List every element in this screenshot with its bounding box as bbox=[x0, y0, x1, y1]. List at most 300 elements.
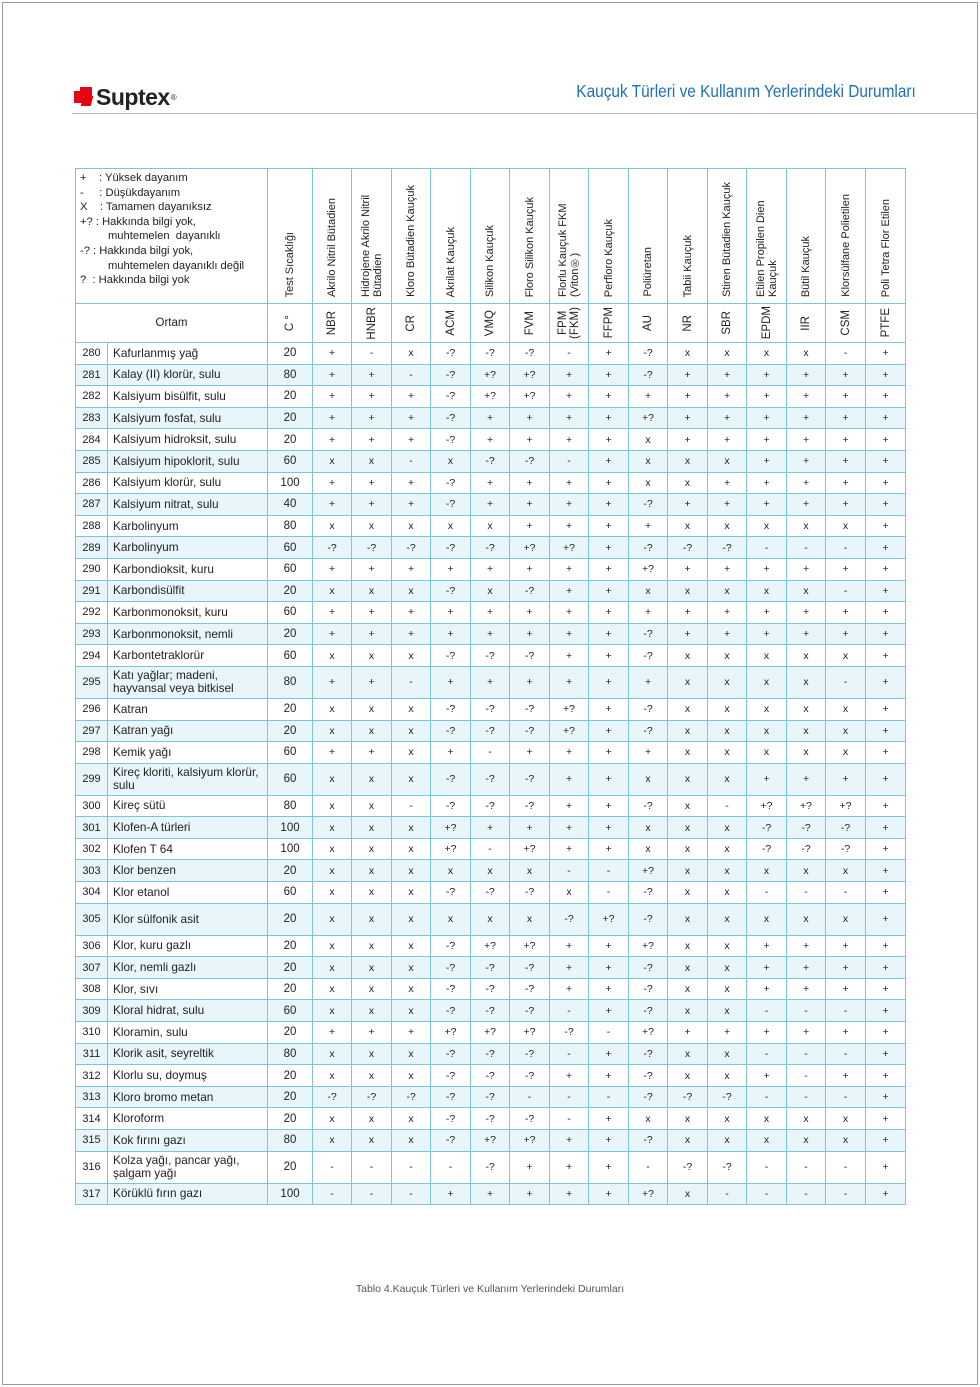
resistance-value: + bbox=[826, 450, 866, 472]
resistance-value: + bbox=[866, 903, 906, 935]
resistance-value: + bbox=[708, 494, 747, 516]
resistance-value: - bbox=[392, 364, 431, 386]
resistance-value: x bbox=[313, 698, 352, 720]
resistance-value: + bbox=[510, 407, 550, 429]
resistance-value: +? bbox=[431, 838, 471, 860]
resistance-value: -? bbox=[471, 1108, 510, 1130]
resistance-value: + bbox=[787, 623, 826, 645]
resistance-value: -? bbox=[471, 795, 510, 817]
resistance-value: -? bbox=[510, 1065, 550, 1087]
resistance-value: x bbox=[629, 580, 668, 602]
resistance-value: x bbox=[392, 742, 431, 764]
resistance-value: + bbox=[826, 1065, 866, 1087]
resistance-value: x bbox=[747, 343, 787, 365]
resistance-value: -? bbox=[629, 720, 668, 742]
resistance-value: +? bbox=[510, 537, 550, 559]
resistance-value: + bbox=[866, 645, 906, 667]
resistance-value: -? bbox=[629, 957, 668, 979]
table-row bbox=[76, 645, 906, 667]
resistance-value: + bbox=[708, 623, 747, 645]
resistance-value: x bbox=[313, 450, 352, 472]
resistance-value: + bbox=[471, 623, 510, 645]
table-row bbox=[76, 343, 906, 365]
resistance-value: + bbox=[668, 429, 708, 451]
table-row bbox=[76, 1086, 906, 1108]
temp-unit-header bbox=[268, 304, 313, 343]
table-row bbox=[76, 720, 906, 742]
table-row bbox=[76, 407, 906, 429]
resistance-value: x bbox=[668, 1183, 708, 1205]
row-number: 280 bbox=[76, 343, 108, 365]
row-number: 304 bbox=[76, 882, 108, 904]
resistance-value: + bbox=[668, 386, 708, 408]
resistance-value: -? bbox=[668, 1151, 708, 1183]
table-row bbox=[76, 1000, 906, 1022]
row-number: 287 bbox=[76, 494, 108, 516]
resistance-value: + bbox=[866, 860, 906, 882]
test-temperature: 80 bbox=[268, 795, 313, 817]
resistance-value: - bbox=[826, 343, 866, 365]
resistance-value: + bbox=[826, 364, 866, 386]
resistance-value: + bbox=[866, 602, 906, 624]
material-abbr: ACM bbox=[444, 310, 457, 336]
legend-line: ? : Hakkında bilgi yok bbox=[80, 274, 190, 287]
table-row bbox=[76, 882, 906, 904]
resistance-value: -? bbox=[629, 978, 668, 1000]
material-abbr-header bbox=[708, 304, 747, 343]
resistance-value: + bbox=[787, 364, 826, 386]
resistance-value: x bbox=[826, 860, 866, 882]
resistance-value: + bbox=[431, 742, 471, 764]
resistance-value: x bbox=[708, 1130, 747, 1152]
table-row bbox=[76, 580, 906, 602]
material-name: Etilen Propilen Dien Kauçuk bbox=[754, 200, 779, 297]
resistance-value: x bbox=[431, 860, 471, 882]
resistance-value: +? bbox=[431, 1022, 471, 1044]
resistance-value: x bbox=[826, 515, 866, 537]
resistance-value: +? bbox=[629, 1022, 668, 1044]
resistance-value: - bbox=[510, 1086, 550, 1108]
resistance-value: + bbox=[826, 763, 866, 795]
resistance-value: -? bbox=[431, 698, 471, 720]
row-number: 299 bbox=[76, 763, 108, 795]
resistance-value: x bbox=[352, 515, 392, 537]
resistance-value: + bbox=[787, 472, 826, 494]
table-row bbox=[76, 1108, 906, 1130]
resistance-value: + bbox=[313, 1022, 352, 1044]
resistance-value: + bbox=[747, 494, 787, 516]
resistance-value: + bbox=[392, 1022, 431, 1044]
resistance-value: x bbox=[668, 1130, 708, 1152]
resistance-value: -? bbox=[510, 882, 550, 904]
medium-name: Klofen T 64 bbox=[108, 838, 268, 860]
resistance-value: + bbox=[352, 429, 392, 451]
resistance-value: x bbox=[352, 817, 392, 839]
resistance-value: -? bbox=[313, 1086, 352, 1108]
resistance-value: + bbox=[352, 472, 392, 494]
resistance-value: +? bbox=[510, 386, 550, 408]
resistance-value: + bbox=[866, 742, 906, 764]
row-number: 303 bbox=[76, 860, 108, 882]
resistance-value: - bbox=[471, 742, 510, 764]
material-abbr-header bbox=[629, 304, 668, 343]
resistance-value: + bbox=[747, 1065, 787, 1087]
material-header bbox=[589, 169, 629, 304]
test-temperature: 80 bbox=[268, 515, 313, 537]
resistance-value: + bbox=[866, 1151, 906, 1183]
resistance-value: + bbox=[866, 720, 906, 742]
table-row bbox=[76, 838, 906, 860]
material-name: Florlu Kauçuk FKM (Viton®) bbox=[557, 203, 582, 297]
test-temperature: 60 bbox=[268, 742, 313, 764]
row-number: 314 bbox=[76, 1108, 108, 1130]
resistance-value: - bbox=[352, 1183, 392, 1205]
resistance-value: x bbox=[629, 472, 668, 494]
resistance-value: +? bbox=[787, 795, 826, 817]
resistance-value: -? bbox=[550, 1022, 589, 1044]
row-number: 317 bbox=[76, 1183, 108, 1205]
row-number: 307 bbox=[76, 957, 108, 979]
row-number: 308 bbox=[76, 978, 108, 1000]
resistance-value: x bbox=[392, 903, 431, 935]
resistance-value: + bbox=[550, 645, 589, 667]
resistance-value: + bbox=[392, 494, 431, 516]
medium-name: Kalay (II) klorür, sulu bbox=[108, 364, 268, 386]
resistance-value: + bbox=[550, 515, 589, 537]
resistance-value: -? bbox=[431, 795, 471, 817]
resistance-value: x bbox=[668, 978, 708, 1000]
medium-name: Klor, nemli gazlı bbox=[108, 957, 268, 979]
table-row bbox=[76, 602, 906, 624]
material-abbr: NBR bbox=[326, 310, 339, 336]
resistance-value: + bbox=[550, 1130, 589, 1152]
resistance-value: - bbox=[826, 1000, 866, 1022]
table-row bbox=[76, 558, 906, 580]
resistance-value: + bbox=[510, 742, 550, 764]
resistance-value: x bbox=[313, 1000, 352, 1022]
test-temperature: 20 bbox=[268, 1151, 313, 1183]
resistance-value: x bbox=[471, 860, 510, 882]
medium-name: Karbonmonoksit, kuru bbox=[108, 602, 268, 624]
resistance-value: + bbox=[589, 343, 629, 365]
material-name: Bütil Kauçuk bbox=[800, 235, 813, 297]
resistance-value: - bbox=[787, 537, 826, 559]
resistance-value: x bbox=[668, 860, 708, 882]
resistance-value: + bbox=[510, 602, 550, 624]
resistance-value: + bbox=[550, 978, 589, 1000]
resistance-value: x bbox=[392, 515, 431, 537]
material-abbr-header bbox=[747, 304, 787, 343]
legend-line: muhtemelen dayanıklı bbox=[80, 230, 221, 243]
resistance-value: - bbox=[708, 795, 747, 817]
resistance-value: + bbox=[866, 1130, 906, 1152]
material-name: Floro Silikon Kauçuk bbox=[523, 196, 536, 297]
resistance-value: - bbox=[826, 1183, 866, 1205]
resistance-value: + bbox=[313, 343, 352, 365]
resistance-value: + bbox=[550, 558, 589, 580]
resistance-value: + bbox=[708, 364, 747, 386]
resistance-value: -? bbox=[510, 450, 550, 472]
resistance-value: + bbox=[866, 407, 906, 429]
resistance-value: + bbox=[826, 602, 866, 624]
resistance-value: + bbox=[708, 472, 747, 494]
medium-name: Klor, sıvı bbox=[108, 978, 268, 1000]
resistance-value: x bbox=[392, 957, 431, 979]
resistance-value: x bbox=[787, 343, 826, 365]
medium-name: Karbondisülfit bbox=[108, 580, 268, 602]
resistance-value: - bbox=[629, 1151, 668, 1183]
resistance-value: + bbox=[866, 795, 906, 817]
resistance-value: x bbox=[629, 429, 668, 451]
table-row bbox=[76, 1183, 906, 1205]
resistance-value: + bbox=[510, 666, 550, 698]
resistance-value: - bbox=[826, 882, 866, 904]
resistance-value: x bbox=[708, 763, 747, 795]
resistance-value: x bbox=[392, 1043, 431, 1065]
resistance-value: -? bbox=[629, 1043, 668, 1065]
test-temperature: 20 bbox=[268, 343, 313, 365]
resistance-value: x bbox=[392, 978, 431, 1000]
resistance-value: -? bbox=[471, 720, 510, 742]
medium-name: Kafurlanmış yağ bbox=[108, 343, 268, 365]
material-header bbox=[708, 169, 747, 304]
test-temperature: 20 bbox=[268, 935, 313, 957]
resistance-value: x bbox=[629, 838, 668, 860]
material-abbr: PTFE bbox=[879, 308, 892, 338]
resistance-value: + bbox=[668, 623, 708, 645]
resistance-value: + bbox=[787, 558, 826, 580]
resistance-value: + bbox=[550, 763, 589, 795]
resistance-value: + bbox=[550, 602, 589, 624]
legend bbox=[76, 169, 268, 304]
test-temperature: 20 bbox=[268, 623, 313, 645]
resistance-value: - bbox=[589, 882, 629, 904]
resistance-value: -? bbox=[392, 1086, 431, 1108]
resistance-value: -? bbox=[471, 343, 510, 365]
resistance-value: + bbox=[352, 494, 392, 516]
row-number: 312 bbox=[76, 1065, 108, 1087]
resistance-value: + bbox=[589, 720, 629, 742]
material-abbr-header bbox=[431, 304, 471, 343]
table-caption: Tablo 4.Kauçuk Türleri ve Kullanım Yerlerindeki Durumları bbox=[355, 1283, 625, 1295]
table-row bbox=[76, 1065, 906, 1087]
resistance-value: x bbox=[392, 1108, 431, 1130]
test-temperature: 20 bbox=[268, 1065, 313, 1087]
resistance-value: + bbox=[510, 623, 550, 645]
medium-name: Karbolinyum bbox=[108, 537, 268, 559]
test-temperature: 60 bbox=[268, 763, 313, 795]
resistance-value: + bbox=[866, 343, 906, 365]
row-number: 306 bbox=[76, 935, 108, 957]
resistance-value: -? bbox=[510, 1108, 550, 1130]
resistance-value: x bbox=[708, 742, 747, 764]
resistance-value: + bbox=[747, 364, 787, 386]
resistance-value: x bbox=[708, 860, 747, 882]
resistance-value: x bbox=[668, 472, 708, 494]
resistance-value: + bbox=[510, 472, 550, 494]
resistance-value: x bbox=[668, 343, 708, 365]
resistance-value: + bbox=[550, 407, 589, 429]
medium-name: Kloro bromo metan bbox=[108, 1086, 268, 1108]
material-abbr: CR bbox=[405, 314, 418, 332]
resistance-value: x bbox=[708, 882, 747, 904]
resistance-value: - bbox=[826, 537, 866, 559]
medium-name: Karbonmonoksit, nemli bbox=[108, 623, 268, 645]
test-temperature: 60 bbox=[268, 450, 313, 472]
resistance-value: + bbox=[589, 472, 629, 494]
resistance-value: + bbox=[510, 817, 550, 839]
resistance-value: +? bbox=[471, 364, 510, 386]
resistance-value: x bbox=[392, 882, 431, 904]
row-number: 290 bbox=[76, 558, 108, 580]
resistance-value: + bbox=[392, 558, 431, 580]
resistance-value: x bbox=[352, 860, 392, 882]
resistance-value: + bbox=[550, 742, 589, 764]
legend-line: +? : Hakkında bilgi yok, bbox=[80, 215, 196, 228]
resistance-value: + bbox=[866, 580, 906, 602]
test-temperature: 20 bbox=[268, 1086, 313, 1108]
resistance-value: +? bbox=[471, 1022, 510, 1044]
resistance-value: + bbox=[866, 957, 906, 979]
resistance-value: + bbox=[826, 935, 866, 957]
resistance-value: +? bbox=[510, 1022, 550, 1044]
material-header bbox=[629, 169, 668, 304]
resistance-value: x bbox=[826, 903, 866, 935]
resistance-value: x bbox=[352, 698, 392, 720]
table-row bbox=[76, 450, 906, 472]
resistance-value: +? bbox=[471, 1130, 510, 1152]
resistance-value: x bbox=[352, 645, 392, 667]
material-name: Silikon Kauçuk bbox=[484, 224, 497, 297]
table-row bbox=[76, 623, 906, 645]
resistance-value: - bbox=[589, 860, 629, 882]
resistance-value: + bbox=[589, 817, 629, 839]
material-abbr-header bbox=[550, 304, 589, 343]
test-temperature: 20 bbox=[268, 580, 313, 602]
resistance-value: x bbox=[747, 1108, 787, 1130]
table-row bbox=[76, 742, 906, 764]
resistance-value: + bbox=[431, 1183, 471, 1205]
resistance-value: + bbox=[787, 978, 826, 1000]
resistance-value: + bbox=[866, 537, 906, 559]
resistance-value: +? bbox=[550, 698, 589, 720]
material-abbr: VMQ bbox=[484, 309, 497, 337]
resistance-value: -? bbox=[708, 1086, 747, 1108]
resistance-value: +? bbox=[471, 935, 510, 957]
resistance-value: x bbox=[313, 763, 352, 795]
resistance-value: - bbox=[747, 1151, 787, 1183]
resistance-value: + bbox=[747, 957, 787, 979]
resistance-value: +? bbox=[550, 537, 589, 559]
resistance-value: - bbox=[747, 1043, 787, 1065]
resistance-value: -? bbox=[787, 838, 826, 860]
resistance-value: -? bbox=[431, 364, 471, 386]
resistance-value: -? bbox=[629, 1130, 668, 1152]
medium-name: Karbolinyum bbox=[108, 515, 268, 537]
resistance-value: + bbox=[866, 935, 906, 957]
ortam-header: Ortam bbox=[76, 304, 268, 343]
resistance-value: x bbox=[747, 515, 787, 537]
resistance-value: -? bbox=[471, 450, 510, 472]
resistance-value: + bbox=[866, 1022, 906, 1044]
resistance-value: -? bbox=[747, 817, 787, 839]
resistance-value: + bbox=[826, 429, 866, 451]
resistance-value: - bbox=[550, 1000, 589, 1022]
resistance-value: + bbox=[708, 1022, 747, 1044]
resistance-value: -? bbox=[629, 1000, 668, 1022]
resistance-value: + bbox=[589, 1065, 629, 1087]
resistance-value: + bbox=[550, 494, 589, 516]
resistance-value: + bbox=[747, 978, 787, 1000]
resistance-value: + bbox=[352, 666, 392, 698]
resistance-value: x bbox=[471, 903, 510, 935]
resistance-value: + bbox=[708, 602, 747, 624]
resistance-value: + bbox=[866, 763, 906, 795]
resistance-value: + bbox=[866, 1086, 906, 1108]
resistance-value: + bbox=[747, 763, 787, 795]
resistance-value: + bbox=[866, 1043, 906, 1065]
resistance-value: + bbox=[313, 623, 352, 645]
resistance-value: x bbox=[668, 935, 708, 957]
resistance-value: + bbox=[550, 364, 589, 386]
resistance-value: x bbox=[708, 698, 747, 720]
resistance-value: + bbox=[589, 978, 629, 1000]
resistance-value: + bbox=[866, 515, 906, 537]
resistance-value: x bbox=[629, 817, 668, 839]
resistance-value: +? bbox=[629, 1183, 668, 1205]
material-abbr: AU bbox=[642, 315, 655, 331]
resistance-value: + bbox=[589, 742, 629, 764]
material-name: Akrilo Nitril Bütadien bbox=[326, 197, 339, 297]
resistance-value: x bbox=[747, 666, 787, 698]
resistance-value: + bbox=[550, 666, 589, 698]
row-number: 285 bbox=[76, 450, 108, 472]
resistance-value: + bbox=[313, 558, 352, 580]
resistance-value: x bbox=[352, 1000, 392, 1022]
resistance-value: x bbox=[708, 1108, 747, 1130]
table-row bbox=[76, 515, 906, 537]
logo-registered-mark: ® bbox=[170, 92, 177, 102]
resistance-value: x bbox=[629, 763, 668, 795]
test-temperature: 100 bbox=[268, 1183, 313, 1205]
resistance-value: + bbox=[589, 407, 629, 429]
material-header bbox=[313, 169, 352, 304]
resistance-value: + bbox=[866, 978, 906, 1000]
page-title: Kauçuk Türleri ve Kullanım Yerlerindeki Durumları bbox=[576, 81, 916, 101]
test-temperature: 20 bbox=[268, 1022, 313, 1044]
resistance-value: + bbox=[589, 623, 629, 645]
resistance-value: + bbox=[866, 494, 906, 516]
resistance-value: x bbox=[392, 645, 431, 667]
resistance-value: +? bbox=[826, 795, 866, 817]
resistance-value: x bbox=[708, 343, 747, 365]
resistance-value: x bbox=[510, 860, 550, 882]
material-header bbox=[392, 169, 431, 304]
resistance-value: -? bbox=[510, 1043, 550, 1065]
resistance-value: + bbox=[747, 602, 787, 624]
resistance-value: x bbox=[668, 698, 708, 720]
resistance-value: + bbox=[550, 623, 589, 645]
resistance-value: + bbox=[668, 602, 708, 624]
resistance-value: x bbox=[471, 515, 510, 537]
resistance-value: + bbox=[352, 407, 392, 429]
resistance-value: x bbox=[313, 795, 352, 817]
table-row bbox=[76, 795, 906, 817]
material-header bbox=[550, 169, 589, 304]
resistance-value: + bbox=[826, 978, 866, 1000]
table-row bbox=[76, 1130, 906, 1152]
resistance-value: -? bbox=[629, 882, 668, 904]
